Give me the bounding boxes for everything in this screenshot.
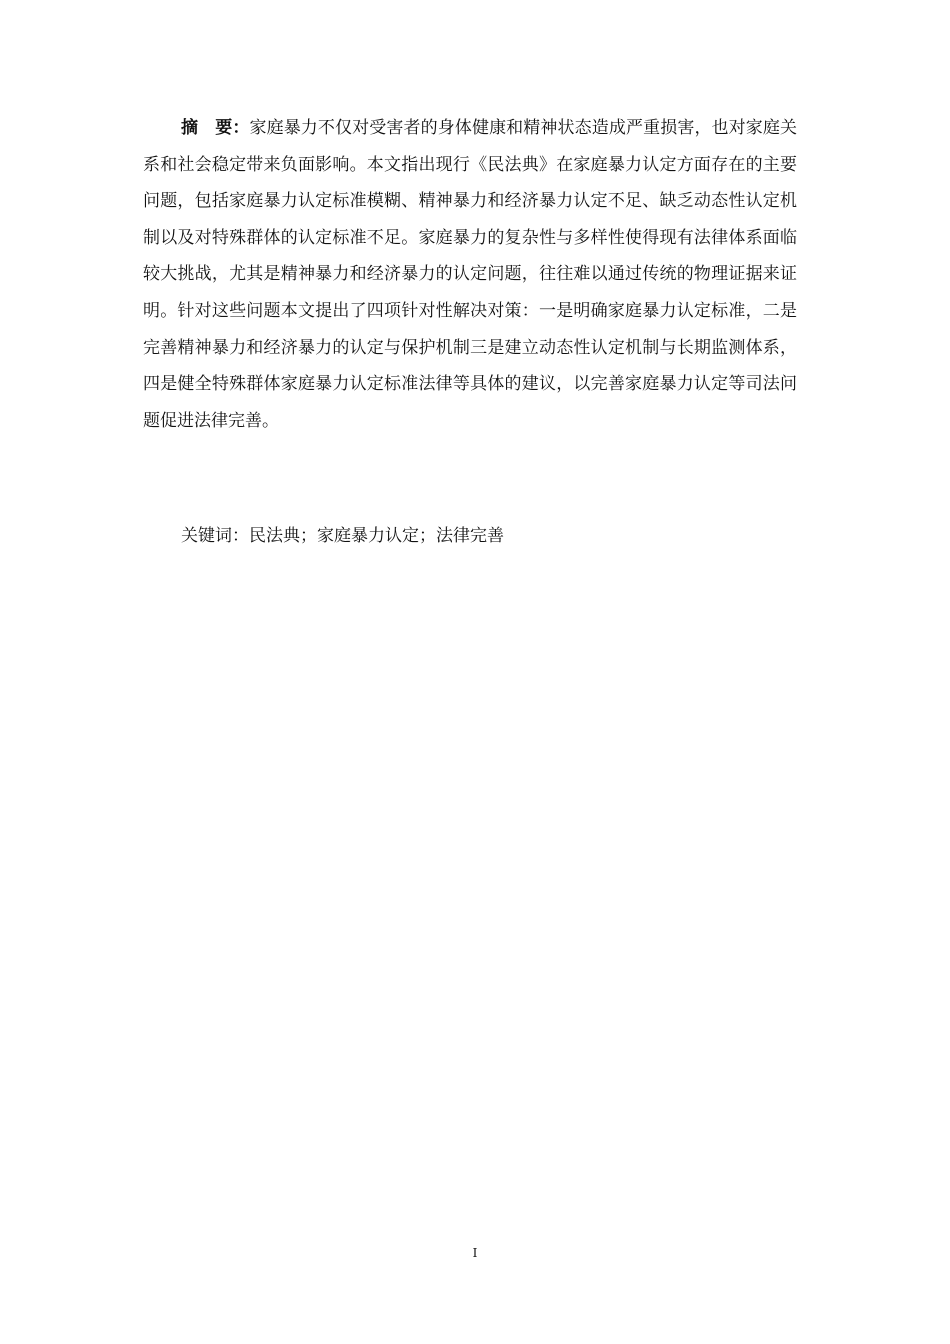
abstract-paragraph	[143, 110, 797, 439]
keywords-text: 民法典；家庭暴力认定；法律完善	[249, 526, 504, 546]
keywords-paragraph	[143, 518, 797, 554]
page-number: I	[472, 1246, 478, 1260]
abstract-label: 摘 要：	[181, 118, 250, 138]
abstract-text: 家庭暴力不仅对受害者的身体健康和精神状态造成严重损害，也对家庭关系和社会稳定带来负面影响。本文指出现行《民法典》在家庭暴力认定方面存在的主要问题，包括家庭暴力认定标准模糊、精神暴力和经济暴力认定不足、缺乏动态性认定机制以及对特殊群体的认定标准不足。家庭暴力的复杂性与多样性使得现有法律体系面临较大挑战，尤其是精神暴力和经济暴力的认定问题，往往难以通过传统的物理证据来证明。针对这些问题本文提出了四项针对性解决对策：一是明确家庭暴力认定标准，二是完善精神暴力和经济暴力的认定与保护机制三是建立动态性认定机制与长期监测体系，四是健全特殊群体家庭暴力认定标准法律等具体的建议，以完善家庭暴力认定等司法问题促进法律完善。	[143, 118, 798, 431]
keywords-label: 关键词：	[181, 526, 249, 546]
